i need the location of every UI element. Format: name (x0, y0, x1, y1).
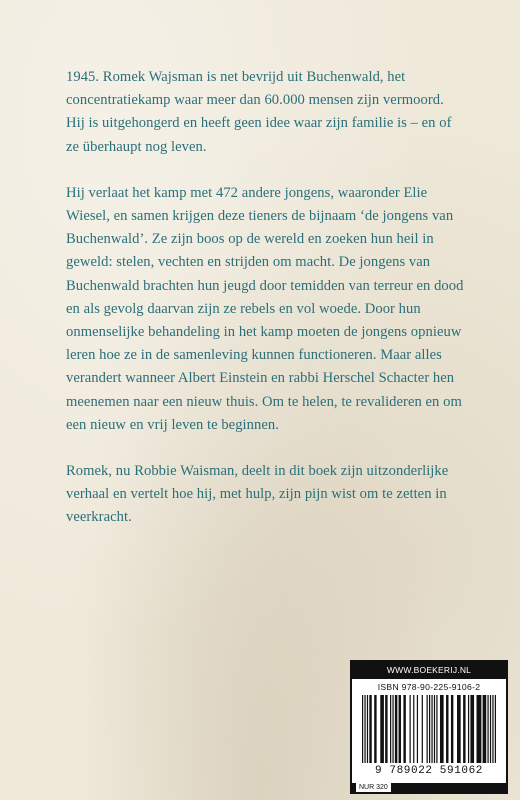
barcode-bar (390, 695, 391, 763)
barcode-bar (477, 695, 482, 763)
barcode-bar (369, 695, 371, 763)
barcode-area (352, 679, 506, 783)
barcode-bar (410, 695, 411, 763)
barcode-bar (483, 695, 487, 763)
barcode-bar (470, 695, 474, 763)
barcode-bar (434, 695, 435, 763)
barcode-bar (490, 695, 491, 763)
barcode-bar (487, 695, 488, 763)
barcode-bar (417, 695, 418, 763)
barcode-bar (429, 695, 430, 763)
blurb-text (66, 66, 466, 553)
barcode-bar (385, 695, 387, 763)
nur-row (352, 783, 506, 794)
nur-code: NUR 320 (356, 783, 391, 792)
barcode-bar (495, 695, 496, 763)
barcode-bar (440, 695, 444, 763)
publisher-website: WWW.BOEKERIJ.NL (352, 662, 506, 679)
blurb-paragraph-3: Romek, nu Robbie Waisman, deelt in dit boek zijn uitzonderlijke verhaal en vertelt hoe hij, met hulp, zijn pijn wist om te zetten in veerkracht. (66, 463, 449, 526)
barcode-bar (468, 695, 469, 763)
barcode-bar (431, 695, 432, 763)
barcode-bar (436, 695, 437, 763)
barcode-bar (422, 695, 423, 763)
barcode-graphic (362, 695, 496, 765)
barcode-bar (403, 695, 405, 763)
barcode-bar (492, 695, 493, 763)
barcode-bar (380, 695, 384, 763)
blurb-paragraph-1: 1945. Romek Wajsman is net bevrijd uit Buchenwald, het concentratiekamp waar meer dan 60.000 mensen zijn vermoord. Hij is uitgehongerd en heeft geen idee waar zijn familie is – en of ze überhaupt nog leven. (66, 69, 452, 155)
barcode-bar (374, 695, 376, 763)
barcode-bar (362, 695, 363, 763)
barcode-bar (413, 695, 414, 763)
barcode-bar (427, 695, 428, 763)
barcode-bar (395, 695, 397, 763)
barcode-bar (457, 695, 461, 763)
barcode-bar (364, 695, 365, 763)
barcode-bar (367, 695, 368, 763)
isbn-number: ISBN 978-90-225-9106-2 (377, 682, 481, 692)
barcode-bar (463, 695, 465, 763)
blurb-paragraph-2: Hij verlaat het kamp met 472 andere jongens, waaronder Elie Wiesel, en samen krijgen deze tieners de bijnaam ‘de jongens van Buchenwald’. Ze zijn boos op de wereld en zoeken hun heil in geweld: stelen, vechten en strijden om macht. De jongens van Buchenwald brachten hun jeugd door temidden van terreur en dood en als gevolg daarvan zijn ze rebels en vol woede. Door hun onmenselijke behandeling in het kamp moeten de jongens opnieuw leren hoe ze in de samenleving kunnen functioneren. Maar alles verandert wanneer Albert Einstein en rabbi Herschel Schacter hen meenemen naar een nieuw thuis. Om te helen, te revalideren en om een nieuw en vrij leven te beginnen. (66, 184, 464, 433)
barcode-panel (350, 660, 508, 794)
barcode-bar (399, 695, 401, 763)
barcode-digits: 9 789022 591062 (374, 765, 484, 777)
barcode-bar (446, 695, 448, 763)
barcode-bar (392, 695, 393, 763)
barcode-bar (451, 695, 453, 763)
